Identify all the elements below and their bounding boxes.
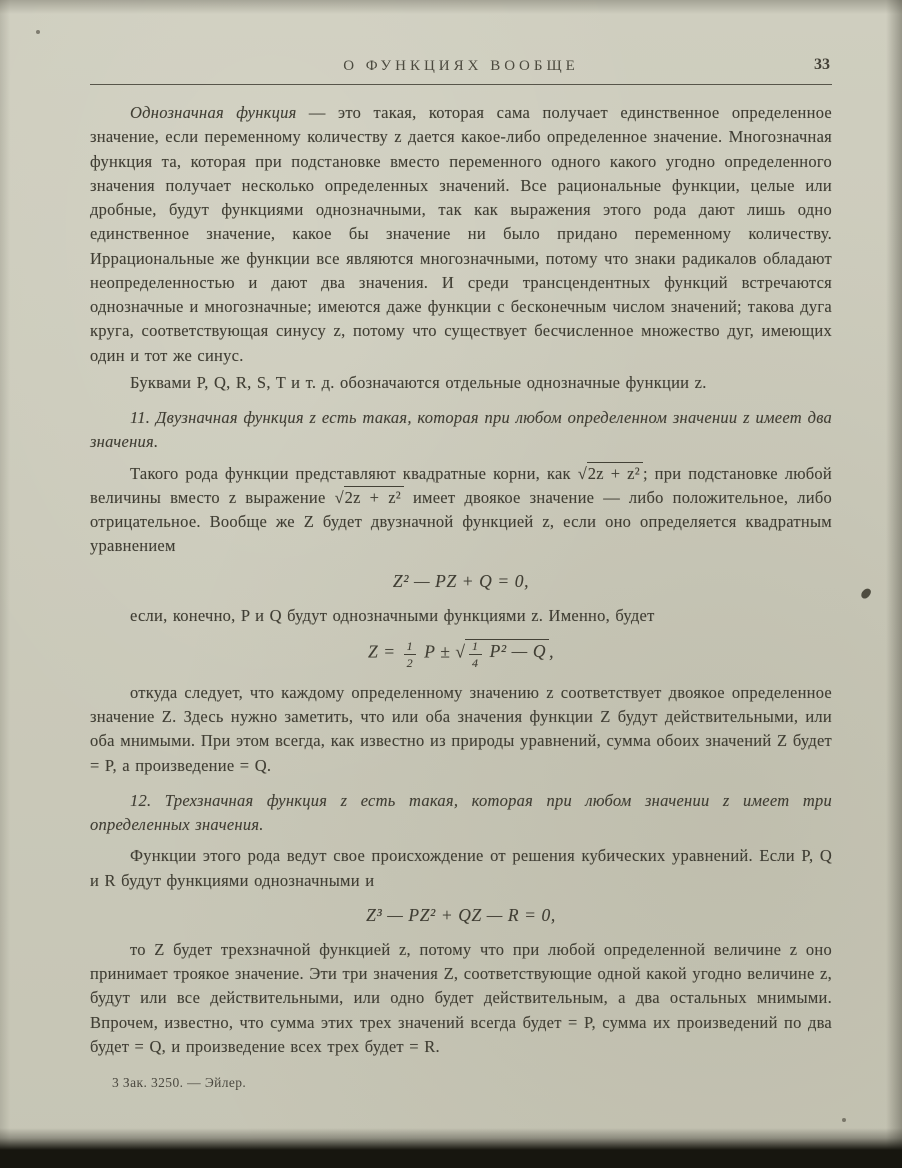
paragraph-square-roots — [90, 462, 832, 559]
scan-speck — [842, 1118, 846, 1122]
equation-quadratic-solution — [90, 640, 832, 669]
ink-mark — [860, 587, 873, 601]
radical-sign-icon: √ — [334, 487, 344, 507]
paragraph-text: Такого рода функции представляют квадратные корни, как — [130, 463, 578, 483]
equation-text: Z³ — PZ² + QZ — R = 0, — [366, 904, 556, 925]
radicand: 2z + z² — [587, 462, 643, 483]
radical-expression — [335, 486, 404, 507]
page-number: 33 — [814, 56, 830, 73]
equation-text: P² — Q — [484, 641, 547, 662]
fraction-numerator: 1 — [404, 640, 417, 655]
paragraph-function-letters: Буквами P, Q, R, S, T и т. д. обозначаются отдельные однозначные функции z. — [130, 372, 707, 392]
equation-quadratic — [90, 571, 832, 592]
section-12-heading: 12. Трехзначная функция z есть такая, которая при любом значении z имеет три определенных значения. — [90, 790, 832, 834]
radical-expression — [455, 638, 549, 670]
equation-text: Z² — PZ + Q = 0, — [392, 570, 530, 591]
paragraph-three-values: то Z будет трехзначной функцией z, потому что при любой определенной величине z оно принимает троякое значение. Эти три значения Z, соответствующие одной какой угодно величине z, будут или все действительными, или одно будет действительным, а два остальных мнимыми. Впрочем, известно, что сумма этих трех значений всегда будет = P, сумма их произведений по два будет = Q, и произведение всех трех будет = R. — [90, 939, 832, 1056]
section-11-heading: 11. Двузначная функция z есть такая, которая при любом определенном значении z имеет два значения. — [90, 408, 832, 452]
paragraph-single-valued-functions — [90, 101, 832, 368]
term-single-valued-function: Однозначная функция — [130, 103, 297, 122]
printer-signature: 3 Зак. 3250. — Эйлер. — [112, 1075, 247, 1090]
fraction-one-half — [404, 640, 417, 669]
paragraph-cubic-origin: Функции этого рода ведут свое происхождение от решения кубических уравнений. Если P, Q и R будут функциями однозначными и — [90, 846, 832, 890]
page-header — [90, 56, 832, 85]
page-content — [90, 56, 832, 1091]
radicand — [465, 638, 549, 670]
equation-text: P ± — [419, 641, 456, 662]
paragraph-text: имеет двоякое значение — либо положительное, либо отрицательное. Вообще же Z будет двузначной функцией z, если оно определяется квадратным уравнением — [90, 487, 832, 556]
scan-edge-right — [886, 0, 902, 1168]
equation-text: Z = — [367, 641, 401, 662]
radical-sign-icon: √ — [577, 463, 587, 483]
running-title: О ФУНКЦИЯХ ВООБЩЕ — [343, 58, 579, 74]
fraction-one-quarter — [469, 640, 482, 669]
equation-text: , — [549, 641, 555, 662]
paragraph-text: — это такая, которая сама получает единственное определенное значение, если переменному количеству z дается какое-либо определенное значение. Многозначная функция та, которая при подстановке вместо переменного одного какого угодно определенного значения получает несколько определенных значений. Все рациональные функции, целые или дробные, будут функциями однозначными, так как выражения этого рода дают лишь одно единственное значение, какое бы значение ни было придано переменному количеству. Иррациональные же функции все являются многозначными, потому что знаки радикалов обладают неопределенностью и дают два значения. И среди трансцендентных функций встречаются однозначные и многозначные; имеются даже функции с бесконечным числом значений; такова дуга круга, соответствующая синусу z, потому что существует бесчисленное множество дуг, имеющих один и тот же синус. — [90, 103, 832, 365]
paragraph-text: ; при подстановке любой величины вместо z выражение — [90, 463, 833, 507]
scan-edge-top — [0, 0, 902, 14]
scan-edge-bottom — [0, 1128, 902, 1168]
paragraph-two-values: откуда следует, что каждому определенному значению z соответствует двоякое определенное значение Z. Здесь нужно заметить, что или оба значения функции Z будут действительными, или оба мнимыми. При этом всегда, как известно из природы уравнений, сумма обоих значений Z будет = P, а произведение = Q. — [90, 682, 832, 775]
fraction-numerator: 1 — [469, 640, 482, 655]
fraction-denominator: 4 — [471, 655, 479, 670]
paragraph-quadratic-condition: если, конечно, P и Q будут однозначными функциями z. Именно, будет — [130, 605, 655, 625]
scan-speck — [36, 30, 40, 34]
radical-expression — [578, 462, 643, 483]
radicand: 2z + z² — [344, 486, 404, 507]
radical-sign-icon: √ — [455, 641, 465, 662]
fraction-denominator: 2 — [406, 655, 414, 670]
equation-cubic — [90, 905, 832, 926]
scan-edge-left — [0, 0, 10, 1168]
